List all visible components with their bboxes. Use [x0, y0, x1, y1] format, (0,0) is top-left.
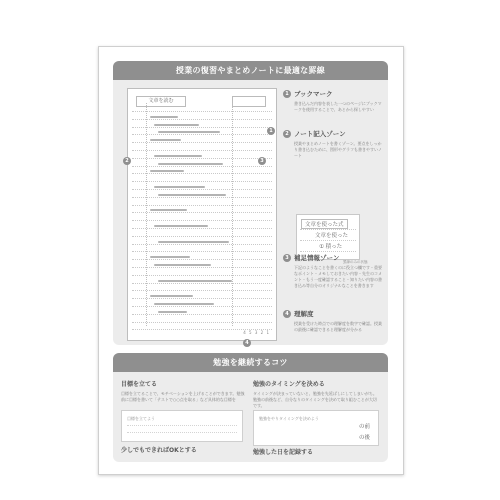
- ruled-line: [132, 166, 272, 167]
- ruled-line: [132, 259, 272, 260]
- section-number: 3: [283, 254, 291, 262]
- ruled-line: [132, 251, 272, 252]
- ruled-line: [132, 173, 272, 174]
- tip-desc: タイミングが決まっていないと、勉強を先延ばしにしてしまいがち。勉強の前後など、自分なりのタイミングを決めて取り組むことが大切です。: [253, 391, 377, 408]
- notebook-page-illustration: [127, 88, 277, 341]
- ruled-line: [132, 298, 272, 299]
- sample-rule: [300, 240, 356, 241]
- handwriting-stroke: [150, 209, 187, 211]
- ruled-line: [132, 283, 272, 284]
- handwriting-stroke: [150, 295, 193, 297]
- ruled-line: [132, 189, 272, 190]
- goal-write-box: [121, 410, 243, 442]
- ruled-line: [132, 205, 272, 206]
- section-heading: 理解度: [294, 310, 314, 318]
- section-desc: 授業やまとめノートを書くゾーン。要点をしっかり書き込むために、図形やグラフも書きやすいノート: [294, 141, 382, 158]
- section-desc: 下記のようなことを書くのに役立つ欄です・重要なポイント・メモしておきたい内容・先生のコメント・もう一度確認すること・知りたい内容の書き込み等自分のオリジナルなことを書きます: [294, 265, 382, 288]
- ruled-line: [132, 244, 272, 245]
- tip-heading: 勉強のタイミングを決める: [253, 381, 325, 388]
- timing-after: の後: [358, 435, 370, 441]
- section-understanding: [283, 309, 383, 333]
- ruled-line-info-panel: [113, 61, 388, 345]
- tip-small-progress: [121, 445, 246, 454]
- sample-line-2: 文章を使った: [315, 233, 349, 239]
- handwriting-stroke: [154, 155, 202, 157]
- ruled-line: [132, 220, 272, 221]
- ruled-line: [132, 314, 272, 315]
- section-number: 4: [283, 310, 291, 318]
- understanding-rating: 4 5 3 2 1: [243, 330, 270, 335]
- box-label: 勉強をやりタイミングを決めよう: [259, 416, 319, 421]
- study-tips-panel: [113, 353, 388, 462]
- timing-write-box: [253, 410, 379, 446]
- ruled-line: [132, 267, 272, 268]
- bottom-panel-title: 勉強を継続するコツ: [113, 353, 388, 372]
- ruled-line: [132, 228, 272, 229]
- handwriting-stroke: [154, 264, 211, 266]
- handwriting-stroke: [158, 241, 229, 243]
- tip-heading: 勉強した日を記録する: [253, 449, 314, 456]
- marker-4: 4: [243, 339, 251, 347]
- handwriting-stroke: [158, 163, 223, 165]
- ruled-line: [132, 134, 272, 135]
- section-heading: ノート記入ゾーン: [294, 130, 346, 138]
- section-desc: 書き込んだ内容を表した一つのページにブックマークを使用することで、あとから探しやすい: [294, 101, 382, 112]
- ruled-line: [132, 212, 272, 213]
- notebook-column-divider: [232, 103, 233, 326]
- notebook-title-box: 文章を読む: [136, 96, 186, 107]
- tip-heading: 目標を立てる: [121, 381, 158, 388]
- section-bookmark: [283, 89, 383, 113]
- section-number: 2: [283, 130, 291, 138]
- sample-rule: [300, 251, 356, 252]
- handwriting-stroke: [150, 139, 181, 141]
- ruled-line: [132, 119, 272, 120]
- ruled-line: [132, 158, 272, 159]
- handwriting-stroke: [154, 186, 205, 188]
- sample-caption: 罫線のみの状態: [343, 260, 368, 264]
- ruled-line: [132, 127, 272, 128]
- box-rules: [127, 425, 237, 439]
- ruled-line: [132, 322, 272, 323]
- tip-decide-timing: [253, 379, 378, 409]
- section-note-zone: [283, 129, 383, 159]
- section-heading: 補足情報ゾーン: [294, 254, 340, 262]
- sample-rule: [300, 229, 356, 230]
- notebook-date-box: [232, 96, 266, 107]
- ruled-line: [132, 236, 272, 237]
- handwriting-stroke: [150, 256, 190, 258]
- ruled-line: [132, 181, 272, 182]
- tip-record-days: [253, 447, 378, 456]
- ruled-line: [132, 111, 272, 112]
- marker-3: 3: [258, 157, 266, 165]
- notebook-margin-line: [146, 103, 147, 326]
- ruled-line: [132, 197, 272, 198]
- top-panel-title: 授業の復習やまとめノートに最適な罫線: [113, 61, 388, 80]
- handwriting-stroke: [158, 280, 232, 282]
- section-number: 1: [283, 90, 291, 98]
- handwriting-stroke: [158, 131, 220, 133]
- timing-before: の前: [358, 424, 370, 430]
- handwriting-stroke: [158, 311, 187, 313]
- ruled-line: [132, 275, 272, 276]
- section-desc: 授業を受けた時点での理解度を数字で確認。授業の最後に確認できると理解度が分かる: [294, 321, 382, 332]
- handwriting-stroke: [150, 170, 184, 172]
- section-supplement-zone: [283, 253, 383, 289]
- tip-desc: 目標を立てることで、モチベーションを上げることができます。勉強前に目標を書いて「テストで○○点を取る」など具体的な目標を: [121, 391, 245, 402]
- ruled-line: [132, 142, 272, 143]
- tip-heading: 少しでもできればOKとする: [121, 447, 197, 454]
- box-label: 目標を立てよう: [127, 416, 155, 421]
- handwriting-stroke: [154, 303, 214, 305]
- ruled-line: [132, 290, 272, 291]
- handwriting-stroke: [154, 225, 208, 227]
- handwriting-stroke: [154, 124, 199, 126]
- marker-1: 1: [267, 127, 275, 135]
- ruled-line: [132, 306, 272, 307]
- marker-2: 2: [123, 157, 131, 165]
- tip-set-goal: [121, 379, 246, 403]
- sample-line-1: 文章を使った式: [301, 219, 348, 229]
- ruled-line: [132, 150, 272, 151]
- document-sheet: [98, 46, 404, 475]
- sample-line-3: ① 積った: [319, 244, 343, 250]
- section-heading: ブックマーク: [294, 90, 333, 98]
- handwriting-stroke: [150, 116, 178, 118]
- handwriting-stroke: [158, 194, 226, 196]
